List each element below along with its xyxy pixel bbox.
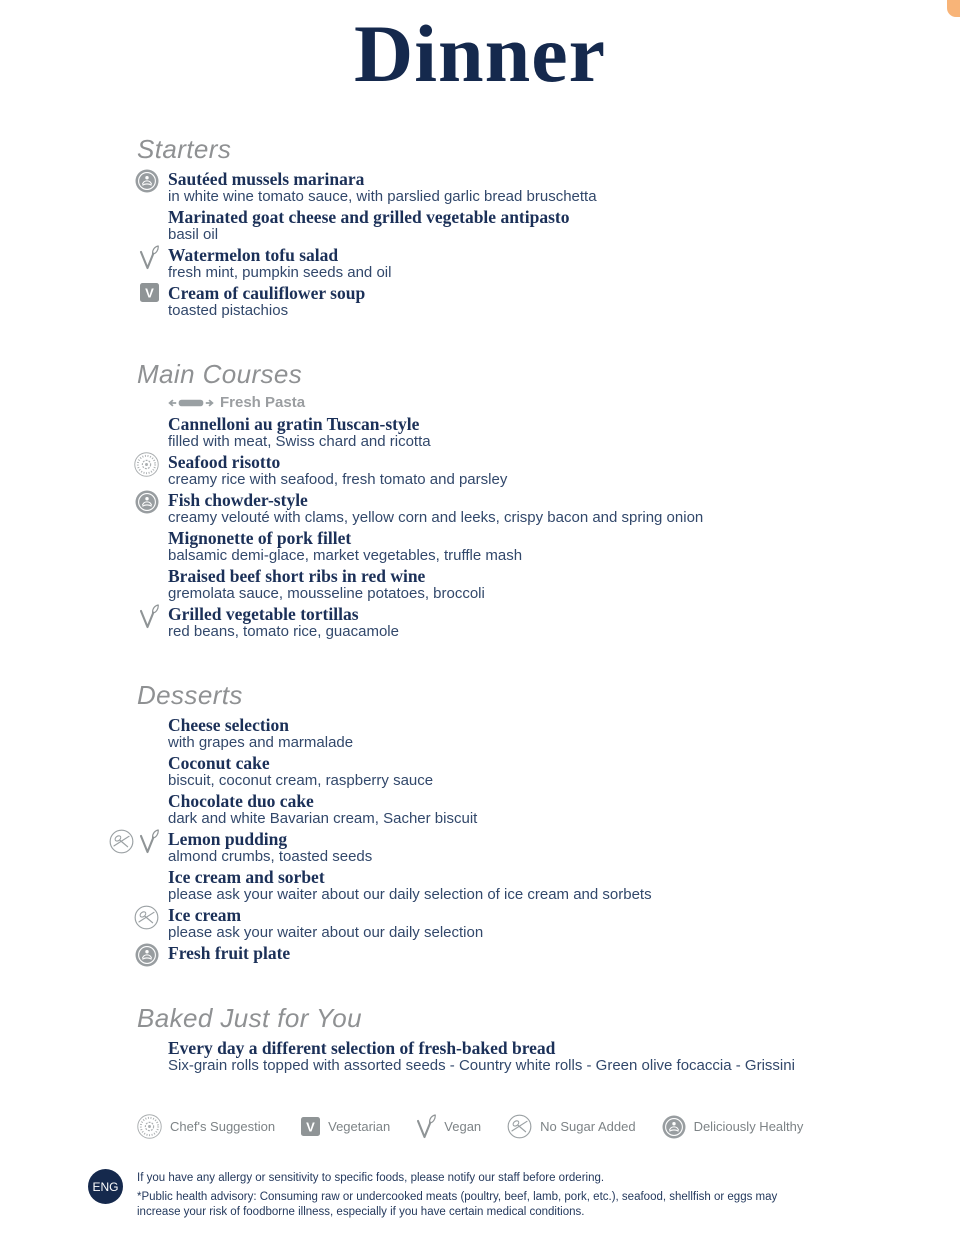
item-icons — [134, 905, 159, 930]
allergy-note: If you have any allergy or sensitivity to specific foods, please notify our staff before ordering. — [137, 1172, 605, 1184]
item-title: Grilled vegetable tortillas — [168, 604, 359, 624]
item-title: Marinated goat cheese and grilled vegetable antipasto — [168, 207, 570, 227]
item-description: creamy velouté with clams, yellow corn and leeks, crispy bacon and spring onion — [168, 509, 704, 526]
no-sugar-added-icon — [507, 1114, 532, 1139]
item-title: Every day a different selection of fresh-baked bread — [168, 1038, 556, 1058]
deliciously-healthy-icon — [662, 1115, 686, 1139]
item-title: Fish chowder-style — [168, 490, 308, 510]
menu-section-desserts — [137, 680, 930, 963]
item-title: Cream of cauliflower soup — [168, 283, 366, 303]
menu-item-saut-ed-mussels-marinara — [168, 170, 930, 205]
item-description: creamy rice with seafood, fresh tomato and parsley — [168, 471, 508, 488]
item-description: balsamic demi-glace, market vegetables, truffle mash — [168, 547, 523, 564]
item-description: please ask your waiter about our daily selection — [168, 924, 484, 941]
item-title: Ice cream — [168, 905, 242, 925]
page-title: Dinner — [354, 8, 606, 99]
item-icons — [135, 169, 159, 193]
footer-text — [137, 1169, 785, 1221]
item-icons — [139, 604, 159, 629]
item-icons — [140, 283, 159, 302]
item-icons — [135, 490, 159, 514]
menu-item-ice-cream-and-sorbet — [168, 868, 930, 903]
section-heading: Baked Just for You — [137, 1003, 362, 1033]
menu-item-marinated-goat-cheese-and-grilled-vegetable-antipasto — [168, 208, 930, 243]
no-sugar-added-icon — [134, 905, 159, 930]
legend-item-no-sugar-added — [507, 1114, 635, 1139]
item-title: Seafood risotto — [168, 452, 281, 472]
item-title: Cannelloni au gratin Tuscan-style — [168, 414, 420, 434]
advisory-note: *Public health advisory: Consuming raw or undercooked meats (poultry, beef, lamb, pork, etc.), seafood, shellfish or eggs may increase your risk of foodborne illness, especially if you have certain medical conditions. — [137, 1190, 778, 1219]
item-icons — [134, 452, 159, 477]
menu-item-grilled-vegetable-tortillas — [168, 605, 930, 640]
vegetarian-icon — [140, 283, 159, 302]
menu-section-baked-just-for-you — [137, 1003, 930, 1074]
item-description: in white wine tomato sauce, with parslied garlic bread bruschetta — [168, 188, 597, 205]
menu-item-cream-of-cauliflower-soup — [145, 283, 930, 319]
legend-label: Vegan — [444, 1119, 482, 1134]
item-description: fresh mint, pumpkin seeds and oil — [168, 264, 392, 281]
legend-label: Chef's Suggestion — [170, 1119, 276, 1134]
menu-item-fish-chowder-style — [168, 491, 930, 526]
item-description: dark and white Bavarian cream, Sacher biscuit — [168, 810, 478, 827]
vegan-icon — [416, 1114, 436, 1139]
vegan-icon — [139, 604, 159, 629]
item-title: Cheese selection — [168, 715, 290, 735]
svg-text:V: V — [306, 1119, 315, 1135]
menu-item-cheese-selection — [168, 716, 930, 751]
item-icons — [135, 943, 159, 967]
item-description: red beans, tomato rice, guacamole — [168, 623, 399, 640]
item-title: Braised beef short ribs in red wine — [168, 566, 426, 586]
menu-item-lemon-pudding — [168, 830, 930, 865]
item-title: Watermelon tofu salad — [168, 245, 339, 265]
item-title: Sautéed mussels marinara — [168, 169, 365, 189]
item-description: with grapes and marmalade — [168, 734, 354, 751]
menu-item-mignonette-of-pork-fillet — [168, 529, 930, 564]
menu-item-seafood-risotto — [168, 453, 930, 488]
corner-tab-button[interactable] — [947, 0, 960, 17]
legend-label: No Sugar Added — [540, 1119, 636, 1134]
item-description: biscuit, coconut cream, raspberry sauce — [168, 772, 434, 789]
subgroup-label-text: Fresh Pasta — [220, 394, 306, 411]
menu-item-coconut-cake — [168, 754, 930, 789]
menu-item-watermelon-tofu-salad — [168, 246, 930, 281]
subgroup-label — [168, 395, 930, 411]
rolling-pin-icon — [168, 397, 214, 409]
section-heading: Starters — [137, 134, 232, 164]
item-description: almond crumbs, toasted seeds — [168, 848, 373, 865]
item-description: toasted pistachios — [168, 302, 289, 319]
no-sugar-added-icon — [109, 829, 134, 854]
legend-item-chef-s-suggestion — [137, 1114, 275, 1139]
menu-item-every-day-a-different-selection-of-fresh-baked-bread — [168, 1039, 930, 1074]
language-badge[interactable]: ENG — [88, 1169, 123, 1204]
item-description: basil oil — [168, 226, 219, 243]
item-title: Lemon pudding — [168, 829, 288, 849]
item-title: Fresh fruit plate — [168, 943, 291, 963]
deliciously-healthy-icon — [135, 490, 159, 514]
legend-label: Vegetarian — [328, 1119, 391, 1134]
menu-item-cannelloni-au-gratin-tuscan-style — [168, 415, 930, 450]
svg-text:V: V — [145, 285, 154, 301]
legend-label: Deliciously Healthy — [693, 1119, 804, 1134]
item-title: Chocolate duo cake — [168, 791, 314, 811]
menu-section-main-courses — [137, 359, 930, 640]
item-description: gremolata sauce, mousseline potatoes, broccoli — [168, 585, 485, 602]
menu — [0, 134, 960, 1074]
menu-item-fresh-fruit-plate — [168, 944, 930, 963]
legend-item-vegan — [416, 1114, 481, 1139]
legend-item-deliciously-healthy — [662, 1115, 804, 1139]
menu-item-chocolate-duo-cake — [168, 792, 930, 827]
deliciously-healthy-icon — [135, 943, 159, 967]
item-description: please ask your waiter about our daily selection of ice cream and sorbets — [168, 886, 652, 903]
item-title: Ice cream and sorbet — [168, 867, 325, 887]
section-heading: Desserts — [137, 680, 243, 710]
menu-item-ice-cream — [168, 906, 930, 941]
vegan-icon — [139, 829, 159, 854]
menu-section-starters — [137, 134, 930, 319]
vegan-icon — [139, 245, 159, 270]
deliciously-healthy-icon — [135, 169, 159, 193]
vegetarian-icon — [301, 1117, 320, 1136]
chefs-suggestion-icon — [137, 1114, 162, 1139]
page-footer — [88, 1169, 960, 1221]
menu-item-braised-beef-short-ribs-in-red-wine — [168, 567, 930, 602]
dietary-legend — [137, 1114, 960, 1139]
item-icons — [109, 829, 159, 854]
section-heading: Main Courses — [137, 359, 303, 389]
item-title: Coconut cake — [168, 753, 270, 773]
chefs-suggestion-icon — [134, 452, 159, 477]
item-icons — [139, 245, 159, 270]
item-title: Mignonette of pork fillet — [168, 528, 352, 548]
item-description: filled with meat, Swiss chard and ricotta — [168, 433, 431, 450]
legend-item-vegetarian — [301, 1117, 390, 1136]
item-description: Six-grain rolls topped with assorted seeds - Country white rolls - Green olive focaccia - Grissini — [168, 1057, 795, 1074]
